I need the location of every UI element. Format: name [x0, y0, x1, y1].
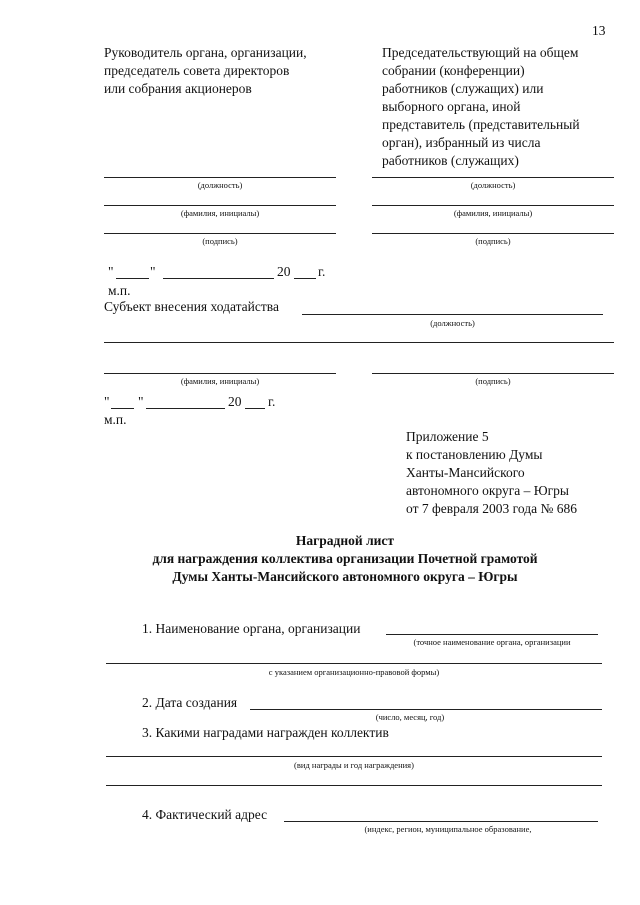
heading-line: представитель (представительный — [382, 117, 580, 132]
page-number: 13 — [592, 23, 606, 38]
title-line: для награждения коллектива организации Почетной грамотой — [152, 551, 538, 566]
heading-line: собрании (конференции) — [382, 63, 525, 78]
left-name-caption: (фамилия, инициалы) — [180, 208, 260, 218]
title-line: Думы Ханты-Мансийского автономного округа – Югры — [172, 569, 518, 584]
right-name-line[interactable] — [372, 205, 614, 206]
heading-line: орган), избранный из числа — [382, 135, 541, 150]
address-field[interactable] — [284, 821, 598, 822]
awards-field-2[interactable] — [106, 785, 602, 786]
item1-label: 1. Наименование органа, организации — [142, 621, 361, 636]
creation-date-field[interactable] — [250, 709, 602, 710]
item2-caption: (число, месяц, год) — [375, 712, 445, 722]
left-signatory-heading — [104, 44, 307, 98]
item1-caption: (точное наименование органа, организации — [413, 637, 571, 647]
left-position-caption: (должность) — [197, 180, 243, 190]
awards-field[interactable] — [106, 756, 602, 757]
item2-label: 2. Дата создания — [142, 695, 238, 710]
item3-caption: (вид награды и год награждения) — [294, 760, 414, 770]
year-prefix: 20 — [228, 394, 242, 409]
year-field[interactable] — [294, 278, 316, 279]
heading-line: работников (служащих) — [382, 153, 519, 168]
day-field[interactable] — [116, 278, 149, 279]
subject-signature-caption: (подпись) — [475, 376, 511, 386]
subject-name-caption: (фамилия, инициалы) — [180, 376, 260, 386]
left-position-line[interactable] — [104, 177, 336, 178]
right-position-line[interactable] — [372, 177, 614, 178]
subject-signature-line[interactable] — [372, 373, 614, 374]
heading-line: председатель совета директоров — [104, 63, 290, 78]
appendix-line: Ханты-Мансийского — [406, 465, 525, 480]
document-title — [110, 532, 580, 586]
right-position-caption: (должность) — [470, 180, 516, 190]
heading-line: Председательствующий на общем — [382, 45, 579, 60]
subject-extra-line[interactable] — [104, 342, 614, 343]
title-line: Наградной лист — [295, 533, 395, 548]
appendix-line: автономного округа – Югры — [406, 483, 569, 498]
subject-label: Субъект внесения ходатайства — [104, 299, 279, 314]
right-signatory-heading — [382, 44, 580, 170]
left-signature-line[interactable] — [104, 233, 336, 234]
year-prefix: 20 — [277, 264, 291, 279]
subject-name-line[interactable] — [104, 373, 336, 374]
appendix-line: Приложение 5 — [406, 429, 489, 444]
date-open-quote: " — [104, 394, 110, 409]
left-signature-caption: (подпись) — [202, 236, 238, 246]
year-suffix: г. — [268, 394, 276, 409]
heading-line: или собрания акционеров — [104, 81, 252, 96]
item4-caption: (индекс, регион, муниципальное образование, — [364, 824, 532, 834]
subject-field[interactable] — [302, 314, 603, 315]
right-name-caption: (фамилия, инициалы) — [453, 208, 533, 218]
heading-line: Руководитель органа, организации, — [104, 45, 307, 60]
appendix-line: от 7 февраля 2003 года № 686 — [406, 501, 577, 516]
heading-line: работников (служащих) или — [382, 81, 544, 96]
left-name-line[interactable] — [104, 205, 336, 206]
date-close-quote: " — [138, 394, 144, 409]
organization-name-field[interactable] — [386, 634, 598, 635]
seal-place-label: м.п. — [104, 412, 127, 427]
appendix-block — [406, 428, 577, 518]
date-open-quote: " — [108, 264, 114, 279]
month-field[interactable] — [163, 278, 274, 279]
appendix-line: к постановлению Думы — [406, 447, 543, 462]
year-field[interactable] — [245, 408, 265, 409]
month-field[interactable] — [146, 408, 225, 409]
day-field[interactable] — [111, 408, 134, 409]
year-suffix: г. — [318, 264, 326, 279]
item1-caption-2: с указанием организационно-правовой формы) — [268, 667, 440, 677]
date-close-quote: " — [150, 264, 156, 279]
item4-label: 4. Фактический адрес — [142, 807, 268, 822]
right-signature-caption: (подпись) — [475, 236, 511, 246]
organization-name-field-2[interactable] — [106, 663, 602, 664]
item3-label: 3. Какими наградами награжден коллектив — [142, 725, 389, 740]
subject-position-caption: (должность) — [430, 318, 475, 328]
heading-line: выборного органа, иной — [382, 99, 521, 114]
seal-place-label: м.п. — [108, 283, 131, 298]
right-signature-line[interactable] — [372, 233, 614, 234]
